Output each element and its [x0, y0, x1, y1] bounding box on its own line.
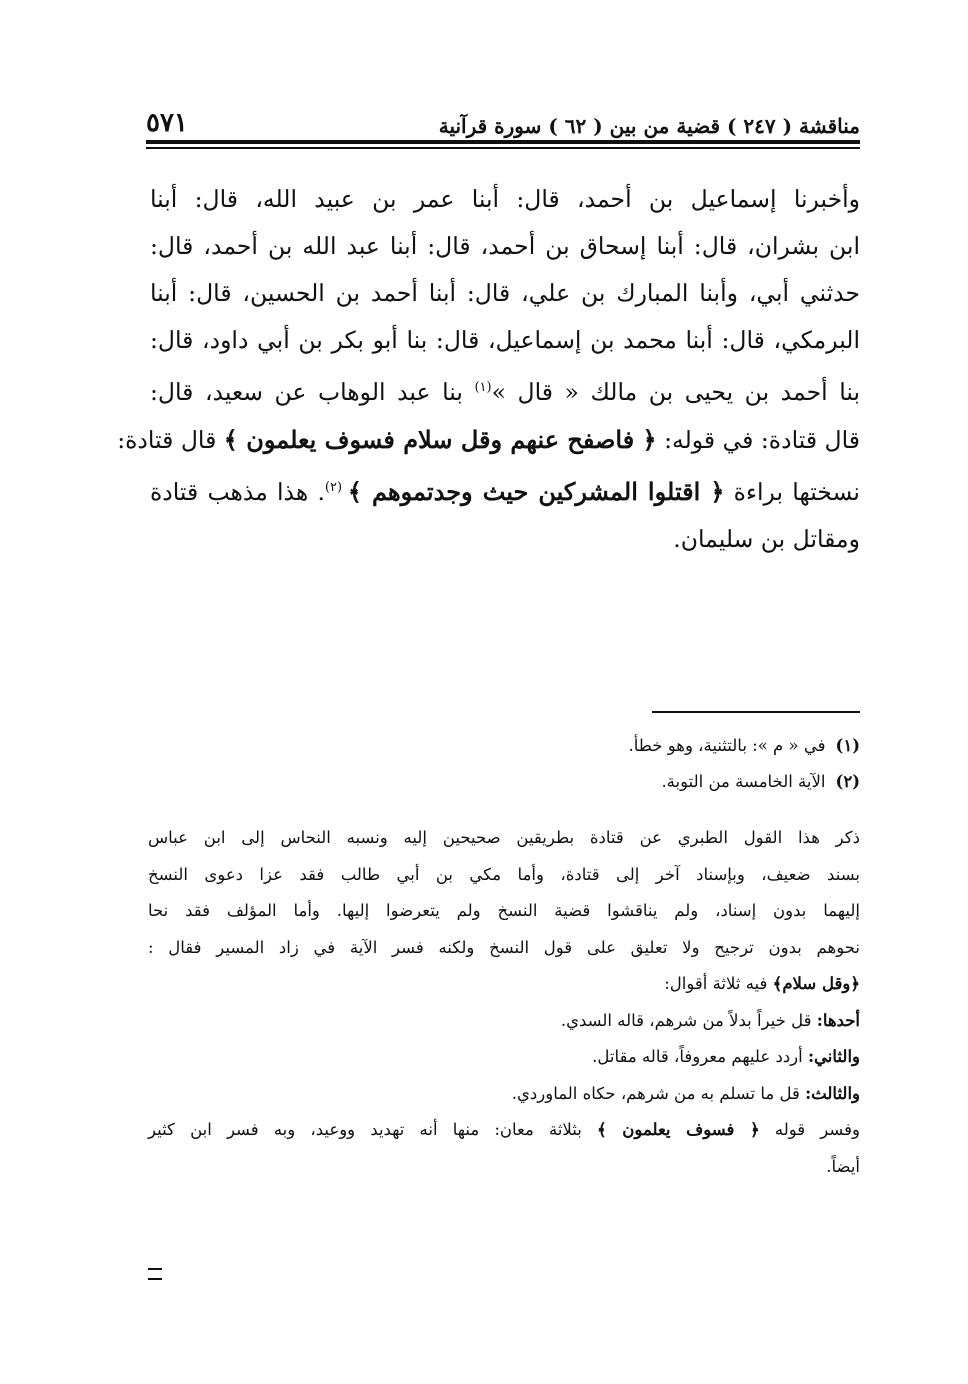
main-line-part: بنا عبد الوهاب عن سعيد، قال:	[150, 377, 475, 406]
quran-verse: ﴿ اقتلوا المشركين حيث وجدتموهم ﴾	[347, 476, 725, 506]
commentary-line-part: قل خيراً بدلاً من شرهم، قاله السدي.	[560, 1010, 817, 1030]
footnote	[150, 728, 860, 764]
point-label: أحدها:	[816, 1010, 860, 1030]
main-line: حدثني أبي، وأبنا المبارك بن علي، قال: أبنا أحمد بن الحسين، قال: أبنا	[150, 279, 860, 307]
main-line-part: نسختها براءة	[724, 477, 860, 506]
footnote-ref-1: (١)	[474, 380, 492, 395]
footnote-text: في « م »: بالتثنية، وهو خطأ.	[628, 736, 826, 755]
commentary-line-part: بثلاثة معان: منها أنه تهديد ووعيد، وبه فسر ابن كثير	[148, 1120, 597, 1139]
header-rule-thick	[146, 140, 860, 144]
commentary-line	[148, 1076, 860, 1113]
main-line: ومقاتل بن سليمان.	[673, 524, 860, 553]
main-line-part: . هذا مذهب قتادة	[150, 477, 325, 506]
continuation-mark	[148, 1268, 162, 1280]
page-header	[146, 100, 860, 138]
main-line: ابن بشران، قال: أبنا إسحاق بن أحمد، قال: أبنا عبد الله بن أحمد، قال:	[150, 232, 860, 260]
footnote-number: (٢)	[835, 772, 860, 791]
commentary-line	[148, 1112, 860, 1149]
quran-verse: ﴿وقل سلام﴾	[772, 974, 860, 993]
footnote-text: الآية الخامسة من التوبة.	[661, 772, 826, 791]
commentary-line: ذكر هذا القول الطبري عن قتادة بطريقين صحيحين إليه ونسبه النحاس إلى ابن عباس	[148, 828, 860, 847]
footnote-separator	[652, 711, 860, 713]
commentary	[148, 820, 860, 1185]
main-line-part: قال قتادة: في قوله:	[656, 425, 860, 454]
commentary-line: أيضاً.	[826, 1156, 860, 1176]
footnotes	[150, 728, 860, 800]
page-number: ٥٧١	[146, 108, 188, 138]
quran-verse: ﴿ فاصفح عنهم وقل سلام فسوف يعلمون ﴾	[223, 424, 657, 454]
header-rule-thin	[146, 147, 860, 149]
commentary-line	[148, 1039, 860, 1076]
commentary-line-part: وفسر قوله	[759, 1120, 860, 1139]
quran-verse: ﴿ فسوف يعلمون ﴾	[596, 1120, 760, 1139]
point-label: والثالث:	[805, 1083, 860, 1103]
main-line	[117, 416, 860, 464]
footnote-ref-2: (٢)	[324, 479, 348, 495]
commentary-line-part: قل ما تسلم به من شرهم، حكاه الماوردي.	[511, 1083, 806, 1103]
main-line	[150, 464, 860, 516]
commentary-line: بسند ضعيف، وبإسناد آخر إلى قتادة، وأما مكي بن أبي طالب فقد عزا دعوى النسخ	[148, 864, 860, 884]
main-text	[117, 176, 860, 563]
main-line: البرمكي، قال: أبنا محمد بن إسماعيل، قال: بنا أبو بكر بن أبي داود، قال:	[150, 326, 860, 354]
commentary-line	[148, 966, 860, 1003]
commentary-line-part: أردد عليهم معروفاً، قاله مقاتل.	[592, 1047, 808, 1066]
commentary-line	[148, 1003, 860, 1040]
footnote	[150, 764, 860, 800]
main-line: وأخبرنا إسماعيل بن أحمد، قال: أبنا عمر بن عبيد الله، قال: أبنا	[150, 185, 860, 213]
commentary-line: نحوهم بدون ترجيح ولا تعليق على قول النسخ ولكنه فسر الآية في زاد المسير فقال :	[148, 937, 860, 957]
main-line-part: بنا أحمد بن يحيى بن مالك « قال »	[491, 377, 860, 406]
commentary-line: إليهما بدون إسناد، ولم يناقشوا قضية النسخ ولم يتعرضوا إليها. وأما المؤلف فقد نحا	[148, 901, 860, 920]
running-title: مناقشة ( ٢٤٧ ) قضية من بين ( ٦٢ ) سورة قرآنية	[438, 114, 860, 138]
main-line	[150, 364, 860, 416]
footnote-number: (١)	[835, 736, 860, 755]
main-line-part: قال قتادة:	[117, 425, 224, 454]
commentary-line-part: فيه ثلاثة أقوال:	[664, 974, 773, 993]
point-label: والثاني:	[807, 1047, 860, 1066]
